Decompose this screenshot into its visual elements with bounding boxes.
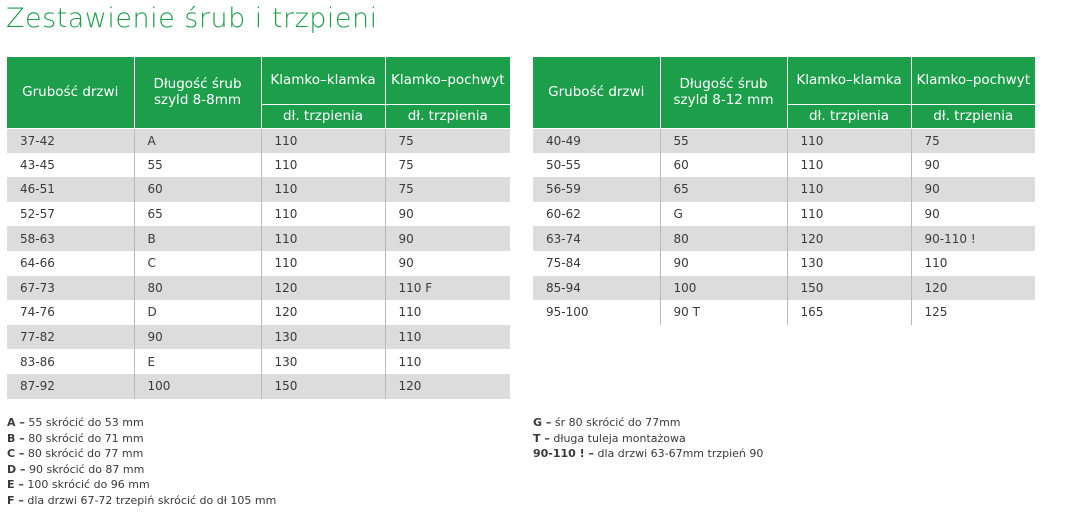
- header-handle-handle: Klamko–klamka: [261, 57, 385, 104]
- table-row: [7, 153, 510, 178]
- subheader-spindle-length: dł. trzpienia: [787, 104, 911, 128]
- note-line: [7, 415, 276, 431]
- table-cell: 87-92: [7, 374, 134, 399]
- table-row: [533, 251, 1035, 276]
- table-cell: 100: [134, 374, 261, 399]
- table-row: [7, 325, 510, 350]
- table-cell: 55: [660, 128, 787, 153]
- table-cell: 110: [787, 128, 911, 153]
- table-cell: 110: [261, 153, 385, 178]
- page-title: Zestawienie śrub i trzpieni: [6, 3, 378, 34]
- note-key: A –: [7, 416, 25, 429]
- table-cell: 37-42: [7, 128, 134, 153]
- table-row: [7, 276, 510, 301]
- table-cell: 110: [787, 153, 911, 178]
- note-line: [533, 431, 763, 447]
- note-line: [7, 446, 276, 462]
- table-cell: C: [134, 251, 261, 276]
- table-cell: 110: [787, 177, 911, 202]
- table-cell: 90: [911, 153, 1035, 178]
- table-cell: 120: [261, 276, 385, 301]
- table-cell: 90: [385, 202, 510, 227]
- table-cell: 64-66: [7, 251, 134, 276]
- table-cell: 58-63: [7, 226, 134, 251]
- table-cell: 74-76: [7, 300, 134, 325]
- note-key: T –: [533, 431, 550, 445]
- table-cell: 110: [261, 202, 385, 227]
- table-cell: 120: [385, 374, 510, 399]
- table-cell: 110: [261, 251, 385, 276]
- table-cell: 75: [385, 177, 510, 202]
- table-cell: 90: [911, 177, 1035, 202]
- table-cell: 63-74: [533, 226, 660, 251]
- table-row: [7, 251, 510, 276]
- table-cell: 46-51: [7, 177, 134, 202]
- note-text: dla drzwi 63-67mm trzpień 90: [594, 447, 764, 461]
- table-cell: 110: [261, 226, 385, 251]
- table-cell: 65: [660, 177, 787, 202]
- note-text: 90 skrócić do 87 mm: [25, 462, 145, 476]
- note-line: [7, 477, 276, 493]
- note-key: G –: [533, 416, 552, 429]
- table-cell: 90: [385, 226, 510, 251]
- table-cell: 77-82: [7, 325, 134, 350]
- table-cell: 40-49: [533, 128, 660, 153]
- table-cell: 75: [385, 153, 510, 178]
- table-cell: B: [134, 226, 261, 251]
- screw-table-8-8: [7, 57, 510, 399]
- table-cell: 110: [385, 325, 510, 350]
- note-key: F –: [7, 493, 24, 507]
- note-text: dla drzwi 67-72 trzepiń skrócić do dł 105 mm: [23, 493, 277, 507]
- note-line: [533, 415, 763, 431]
- table-cell: 90: [911, 202, 1035, 227]
- table-cell: 120: [261, 300, 385, 325]
- note-key: B –: [7, 431, 25, 445]
- table-cell: 150: [261, 374, 385, 399]
- table-cell: 130: [787, 251, 911, 276]
- table-row: [7, 226, 510, 251]
- table-cell: E: [134, 349, 261, 374]
- notes-right: [533, 415, 763, 462]
- table-cell: 120: [911, 276, 1035, 301]
- table-cell: 90 T: [660, 300, 787, 325]
- screw-table-8-12: [533, 57, 1035, 325]
- subheader-spindle-length: dł. trzpienia: [385, 104, 510, 128]
- table-row: [533, 202, 1035, 227]
- table-cell: 52-57: [7, 202, 134, 227]
- note-text: 80 skrócić do 71 mm: [24, 431, 144, 445]
- table-cell: 110: [261, 128, 385, 153]
- table-cell: 150: [787, 276, 911, 301]
- table-cell: 80: [134, 276, 261, 301]
- note-text: 80 skrócić do 77 mm: [24, 447, 144, 461]
- table-cell: 130: [261, 349, 385, 374]
- table-row: [7, 374, 510, 399]
- table-row: [533, 153, 1035, 178]
- header-handle-pull: Klamko–pochwyt: [385, 57, 510, 104]
- table-cell: 130: [261, 325, 385, 350]
- table-cell: D: [134, 300, 261, 325]
- table-cell: G: [660, 202, 787, 227]
- table-row: [533, 276, 1035, 301]
- note-line: [7, 493, 276, 509]
- table-row: [7, 177, 510, 202]
- note-text: długa tuleja montażowa: [549, 431, 686, 445]
- table-cell: 110: [911, 251, 1035, 276]
- table-cell: 110 F: [385, 276, 510, 301]
- table-cell: 90: [134, 325, 261, 350]
- table-cell: 90: [385, 251, 510, 276]
- header-handle-handle: Klamko–klamka: [787, 57, 911, 104]
- table-cell: 110: [787, 202, 911, 227]
- table-cell: 125: [911, 300, 1035, 325]
- subheader-spindle-length: dł. trzpienia: [911, 104, 1035, 128]
- note-text: 55 skrócić do 53 mm: [24, 416, 144, 429]
- table-cell: 75: [385, 128, 510, 153]
- table-cell: 85-94: [533, 276, 660, 301]
- table-cell: 60: [134, 177, 261, 202]
- table-row: [533, 300, 1035, 325]
- table-cell: 83-86: [7, 349, 134, 374]
- header-door-thickness: Grubość drzwi: [7, 57, 134, 128]
- table-row: [7, 202, 510, 227]
- table-cell: 100: [660, 276, 787, 301]
- note-text: 100 skrócić do 96 mm: [23, 478, 150, 492]
- note-line: [533, 446, 763, 462]
- table-row: [533, 128, 1035, 153]
- table-cell: 75: [911, 128, 1035, 153]
- table-row: [533, 177, 1035, 202]
- note-line: [7, 431, 276, 447]
- table-cell: 110: [261, 177, 385, 202]
- note-key: 90-110 ! –: [533, 447, 595, 461]
- table-row: [533, 226, 1035, 251]
- table-cell: 165: [787, 300, 911, 325]
- table-cell: 55: [134, 153, 261, 178]
- header-handle-pull: Klamko–pochwyt: [911, 57, 1035, 104]
- table-cell: 110: [385, 300, 510, 325]
- note-line: [7, 462, 276, 478]
- table-cell: 67-73: [7, 276, 134, 301]
- table-cell: 95-100: [533, 300, 660, 325]
- table-cell: 50-55: [533, 153, 660, 178]
- subheader-spindle-length: dł. trzpienia: [261, 104, 385, 128]
- notes-left: [7, 415, 276, 509]
- note-key: E –: [7, 478, 24, 492]
- table-cell: A: [134, 128, 261, 153]
- note-key: D –: [7, 462, 26, 476]
- table-row: [7, 128, 510, 153]
- table-cell: 90-110 !: [911, 226, 1035, 251]
- table-cell: 75-84: [533, 251, 660, 276]
- header-screw-length: Długość śrub szyld 8-8mm: [134, 57, 261, 128]
- table-cell: 43-45: [7, 153, 134, 178]
- header-screw-length: Długość śrub szyld 8-12 mm: [660, 57, 787, 128]
- table-cell: 110: [385, 349, 510, 374]
- header-door-thickness: Grubość drzwi: [533, 57, 660, 128]
- note-key: C –: [7, 447, 25, 461]
- table-row: [7, 300, 510, 325]
- table-cell: 120: [787, 226, 911, 251]
- table-cell: 56-59: [533, 177, 660, 202]
- table-cell: 65: [134, 202, 261, 227]
- table-cell: 60: [660, 153, 787, 178]
- note-text: śr 80 skrócić do 77mm: [551, 416, 681, 429]
- table-row: [7, 349, 510, 374]
- table-cell: 80: [660, 226, 787, 251]
- table-cell: 60-62: [533, 202, 660, 227]
- table-cell: 90: [660, 251, 787, 276]
